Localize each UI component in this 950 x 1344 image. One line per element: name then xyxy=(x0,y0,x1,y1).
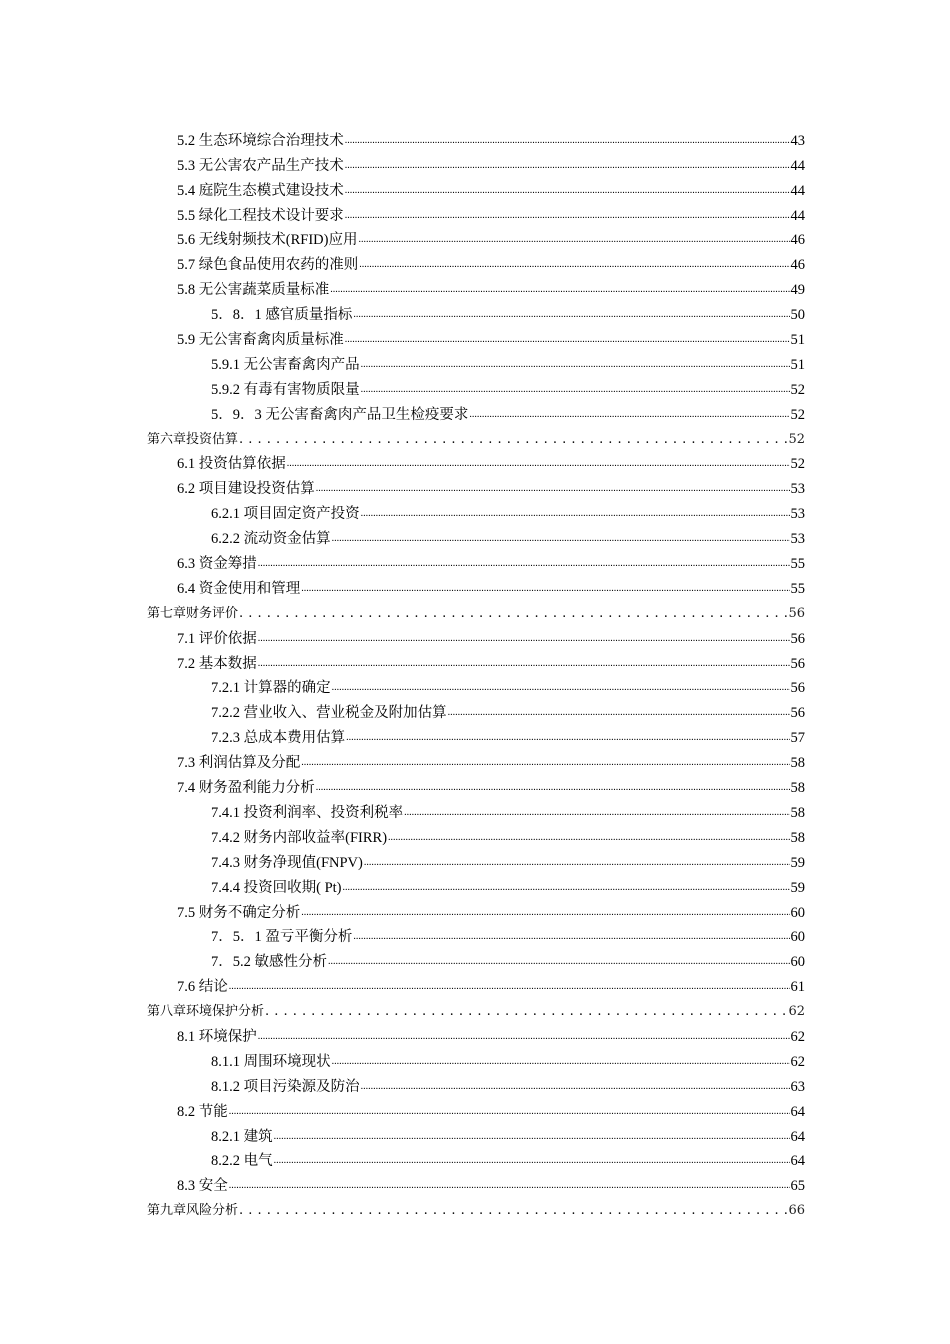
toc-entry[interactable] xyxy=(0,797,805,822)
toc-entry[interactable] xyxy=(0,175,805,200)
dot-leader xyxy=(229,1103,790,1121)
dot-leader xyxy=(345,182,790,200)
toc-entry-title: 7.4.3 财务净现值(FNPV) xyxy=(211,854,363,871)
toc-entry-page-number: 61 xyxy=(790,979,805,996)
toc-entry-page-number: 64 xyxy=(790,1153,805,1170)
toc-entry[interactable] xyxy=(0,1021,805,1046)
toc-chapter-entry[interactable] xyxy=(0,1195,805,1220)
toc-entry[interactable] xyxy=(0,1071,805,1096)
dot-leader xyxy=(301,904,789,922)
toc-entry-page-number: 49 xyxy=(790,282,805,299)
toc-entry-page-number: 51 xyxy=(790,332,805,349)
toc-entry-page-number: 46 xyxy=(790,232,805,249)
toc-entry-title: 7.4.1 投资利润率、投资利税率 xyxy=(211,804,404,821)
toc-entry-title: 5.5 绿化工程技术设计要求 xyxy=(177,207,344,224)
toc-entry[interactable] xyxy=(0,922,805,947)
toc-entry-page-number: 52 xyxy=(790,381,805,398)
toc-entry-page-number: 64 xyxy=(790,1128,805,1145)
toc-entry-page-number: 57 xyxy=(790,730,805,747)
toc-entry-title: 5.7 绿色食品使用农药的准则 xyxy=(177,257,359,274)
toc-entry[interactable] xyxy=(0,299,805,324)
dot-leader xyxy=(330,281,789,299)
toc-entry-title: 第九章风险分析 xyxy=(147,1203,239,1219)
toc-entry-page-number: 53 xyxy=(790,481,805,498)
dot-leader xyxy=(343,879,790,897)
toc-entry-page-number: 50 xyxy=(790,307,805,324)
toc-entry[interactable] xyxy=(0,498,805,523)
toc-entry-page-number: 52 xyxy=(790,456,805,473)
toc-entry-title: 7.2.3 总成本费用估算 xyxy=(211,730,346,747)
toc-entry[interactable] xyxy=(0,1096,805,1121)
dot-leader xyxy=(239,431,787,449)
dot-leader xyxy=(361,356,790,374)
toc-entry-page-number: 43 xyxy=(790,132,805,149)
toc-entry-page-number: 65 xyxy=(790,1178,805,1195)
toc-entry-title: 8.3 安全 xyxy=(177,1178,228,1195)
dot-leader xyxy=(274,1128,790,1146)
toc-entry-title: 6.1 投资估算依据 xyxy=(177,456,286,473)
dot-leader xyxy=(353,306,789,324)
toc-entry-title: 8.2 节能 xyxy=(177,1103,228,1120)
toc-entry-page-number: 53 xyxy=(790,531,805,548)
toc-entry[interactable] xyxy=(0,623,805,648)
toc-entry-page-number: 44 xyxy=(790,157,805,174)
toc-entry-title: 7.2 基本数据 xyxy=(177,655,257,672)
dot-leader xyxy=(353,928,789,946)
dot-leader xyxy=(364,854,790,872)
toc-entry-title: 7．5.2 敏感性分析 xyxy=(211,954,327,971)
toc-entry-title: 7．5．1 盈亏平衡分析 xyxy=(211,929,353,946)
toc-entry-title: 7.1 评价依据 xyxy=(177,630,257,647)
toc-entry-title: 6.2.2 流动资金估算 xyxy=(211,531,331,548)
toc-entry-page-number: 44 xyxy=(790,182,805,199)
toc-entry-title: 5.6 无线射频技术(RFID)应用 xyxy=(177,232,358,249)
toc-entry-title: 7.4 财务盈利能力分析 xyxy=(177,780,315,797)
dot-leader xyxy=(359,256,789,274)
toc-entry-title: 5.9.1 无公害畜禽肉产品 xyxy=(211,356,360,373)
toc-entry-title: 7.2.1 计算器的确定 xyxy=(211,680,331,697)
toc-entry[interactable] xyxy=(0,548,805,573)
dot-leader xyxy=(258,1028,790,1046)
toc-entry-title: 7.3 利润估算及分配 xyxy=(177,755,301,772)
dot-leader xyxy=(345,207,790,225)
toc-entry[interactable] xyxy=(0,1146,805,1171)
toc-entry-page-number: 58 xyxy=(790,780,805,797)
dot-leader xyxy=(361,381,790,399)
toc-entry-title: 第八章环境保护分析 xyxy=(147,1004,265,1020)
toc-entry[interactable] xyxy=(0,523,805,548)
toc-entry-page-number: 44 xyxy=(790,207,805,224)
toc-chapter-entry[interactable] xyxy=(0,598,805,623)
toc-entry[interactable] xyxy=(0,1046,805,1071)
toc-entry-page-number: 46 xyxy=(790,257,805,274)
dot-leader xyxy=(469,406,789,424)
toc-entry[interactable] xyxy=(0,349,805,374)
dot-leader xyxy=(361,1078,790,1096)
toc-entry[interactable] xyxy=(0,673,805,698)
toc-entry-title: 第七章财务评价 xyxy=(147,605,239,621)
dot-leader xyxy=(316,779,790,797)
dot-leader xyxy=(287,455,790,473)
toc-entry[interactable] xyxy=(0,648,805,673)
toc-entry[interactable] xyxy=(0,473,805,498)
toc-entry[interactable] xyxy=(0,946,805,971)
toc-entry[interactable] xyxy=(0,249,805,274)
toc-entry-title: 5.9 无公害畜禽肉质量标准 xyxy=(177,332,344,349)
toc-entry-page-number: 62 xyxy=(790,1053,805,1070)
dot-leader xyxy=(274,1152,790,1170)
toc-entry[interactable] xyxy=(0,872,805,897)
dot-leader xyxy=(404,804,789,822)
toc-entry[interactable] xyxy=(0,225,805,250)
toc-entry-title: 8.1.2 项目污染源及防治 xyxy=(211,1078,360,1095)
dot-leader xyxy=(328,953,790,971)
toc-entry-title: 5.2 生态环境综合治理技术 xyxy=(177,132,344,149)
toc-entry-page-number: 62 xyxy=(788,1004,805,1020)
toc-entry-page-number: 64 xyxy=(790,1103,805,1120)
toc-entry-page-number: 55 xyxy=(790,580,805,597)
toc-entry[interactable] xyxy=(0,274,805,299)
toc-entry-page-number: 56 xyxy=(790,655,805,672)
toc-entry[interactable] xyxy=(0,772,805,797)
toc-entry[interactable] xyxy=(0,399,805,424)
toc-entry-title: 7.2.2 营业收入、营业税金及附加估算 xyxy=(211,705,447,722)
toc-entry-title: 8.1 环境保护 xyxy=(177,1028,257,1045)
dot-leader xyxy=(361,505,790,523)
toc-entry[interactable] xyxy=(0,747,805,772)
toc-entry-page-number: 60 xyxy=(790,904,805,921)
dot-leader xyxy=(239,605,787,623)
dot-leader xyxy=(258,630,790,648)
dot-leader xyxy=(258,555,790,573)
toc-entry-page-number: 62 xyxy=(790,1028,805,1045)
toc-entry-title: 7.6 结论 xyxy=(177,979,228,996)
toc-entry[interactable] xyxy=(0,1170,805,1195)
toc-entry-page-number: 52 xyxy=(790,406,805,423)
toc-entry-title: 5.8 无公害蔬菜质量标准 xyxy=(177,282,330,299)
toc-entry-title: 6.2.1 项目固定资产投资 xyxy=(211,506,360,523)
toc-entry-title: 7.5 财务不确定分析 xyxy=(177,904,301,921)
toc-entry-page-number: 66 xyxy=(788,1203,805,1219)
toc-entry-title: 8.2.2 电气 xyxy=(211,1153,273,1170)
toc-entry[interactable] xyxy=(0,449,805,474)
toc-entry-page-number: 60 xyxy=(790,954,805,971)
toc-entry-title: 6.4 资金使用和管理 xyxy=(177,580,301,597)
toc-entry-title: 第六章投资估算 xyxy=(147,431,239,447)
toc-entry-page-number: 58 xyxy=(790,804,805,821)
toc-entry-page-number: 56 xyxy=(790,705,805,722)
toc-entry[interactable] xyxy=(0,1121,805,1146)
toc-entry-title: 5.9.2 有毒有害物质限量 xyxy=(211,381,360,398)
dot-leader xyxy=(229,978,790,996)
toc-entry-title: 6.2 项目建设投资估算 xyxy=(177,481,315,498)
toc-entry[interactable] xyxy=(0,150,805,175)
toc-entry-page-number: 53 xyxy=(790,506,805,523)
toc-entry-page-number: 63 xyxy=(790,1078,805,1095)
toc-entry[interactable] xyxy=(0,200,805,225)
dot-leader xyxy=(301,580,789,598)
toc-entry[interactable] xyxy=(0,722,805,747)
dot-leader xyxy=(448,704,790,722)
toc-entry-page-number: 58 xyxy=(790,829,805,846)
toc-entry[interactable] xyxy=(0,822,805,847)
dot-leader xyxy=(316,480,790,498)
toc-entry-title: 7.4.4 投资回收期( Pt) xyxy=(211,879,342,896)
dot-leader xyxy=(265,1003,787,1021)
dot-leader xyxy=(345,157,790,175)
dot-leader xyxy=(346,729,789,747)
toc-entry[interactable] xyxy=(0,697,805,722)
toc-chapter-entry[interactable] xyxy=(0,424,805,449)
toc-entry-title: 5．9．3 无公害畜禽肉产品卫生检疫要求 xyxy=(211,406,469,423)
toc-entry-page-number: 52 xyxy=(788,431,805,447)
toc-entry-page-number: 56 xyxy=(790,630,805,647)
dot-leader xyxy=(258,655,790,673)
toc-entry-page-number: 59 xyxy=(790,879,805,896)
table-of-contents xyxy=(0,125,950,1220)
dot-leader xyxy=(358,231,789,249)
toc-entry-title: 8.1.1 周围环境现状 xyxy=(211,1053,331,1070)
dot-leader xyxy=(239,1202,787,1220)
toc-entry-title: 7.4.2 财务内部收益率(FIRR) xyxy=(211,829,388,846)
toc-entry[interactable] xyxy=(0,573,805,598)
toc-entry[interactable] xyxy=(0,125,805,150)
toc-entry-title: 6.3 资金筹措 xyxy=(177,556,257,573)
toc-entry-page-number: 55 xyxy=(790,556,805,573)
dot-leader xyxy=(229,1177,790,1195)
dot-leader xyxy=(301,754,789,772)
toc-entry-page-number: 58 xyxy=(790,755,805,772)
dot-leader xyxy=(345,132,790,150)
dot-leader xyxy=(345,331,790,349)
dot-leader xyxy=(332,530,790,548)
toc-entry[interactable] xyxy=(0,971,805,996)
toc-entry[interactable] xyxy=(0,847,805,872)
toc-entry-page-number: 56 xyxy=(790,680,805,697)
toc-entry-title: 5.3 无公害农产品生产技术 xyxy=(177,157,344,174)
dot-leader xyxy=(388,829,789,847)
toc-entry-page-number: 56 xyxy=(788,605,805,621)
toc-entry-page-number: 51 xyxy=(790,356,805,373)
dot-leader xyxy=(332,679,790,697)
toc-entry-title: 8.2.1 建筑 xyxy=(211,1128,273,1145)
toc-entry[interactable] xyxy=(0,897,805,922)
toc-entry[interactable] xyxy=(0,374,805,399)
dot-leader xyxy=(332,1053,790,1071)
toc-entry-title: 5．8．1 感官质量指标 xyxy=(211,307,353,324)
toc-entry[interactable] xyxy=(0,324,805,349)
toc-chapter-entry[interactable] xyxy=(0,996,805,1021)
toc-entry-page-number: 59 xyxy=(790,854,805,871)
toc-entry-page-number: 60 xyxy=(790,929,805,946)
toc-entry-title: 5.4 庭院生态模式建设技术 xyxy=(177,182,344,199)
